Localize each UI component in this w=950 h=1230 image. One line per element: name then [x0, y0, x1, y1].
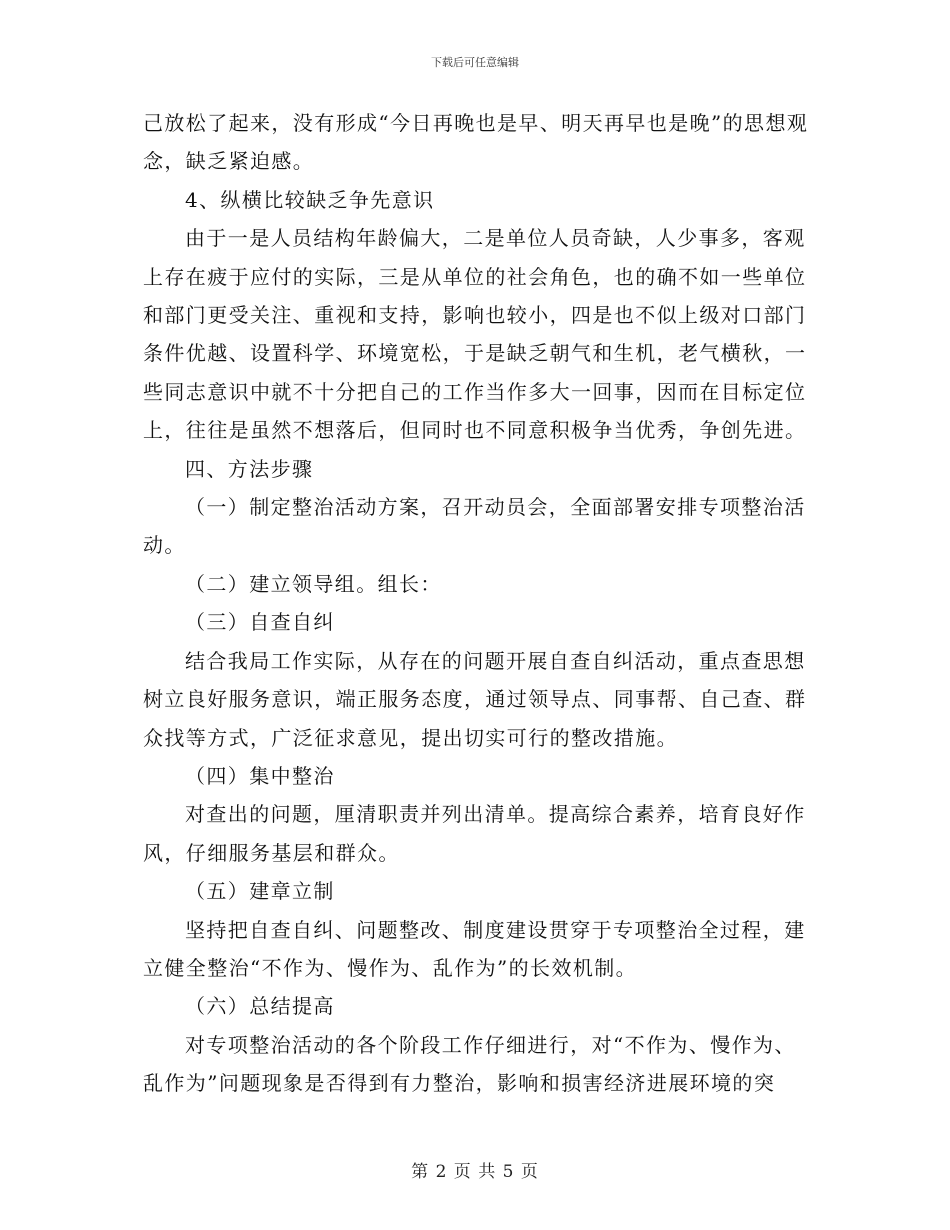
paragraph: 己放松了起来，没有形成“今日再晚也是早、明天再早也是晚”的思想观念，缺乏紧迫感。: [143, 111, 809, 174]
paragraph: 对专项整治活动的各个阶段工作仔细进行，对“不作为、慢作为、乱作为”问题现象是否得到有力整治，影响和损害经济进展环境的突: [143, 1032, 796, 1096]
subsection-heading: （三）自查自纠: [185, 610, 335, 635]
paragraph: 4、纵横比较缺乏争先意识: [185, 187, 435, 212]
paragraph: （一）制定整治活动方案，召开动员会，全面部署安排专项整治活动。: [143, 495, 806, 558]
page-header: 下载后可任意编辑: [431, 56, 519, 69]
subsection-heading: （五）建章立制: [185, 879, 335, 904]
paragraph: 结合我局工作实际，从存在的问题开展自查自纠活动，重点查思想树立良好服务意识，端正服务态度，通过领导点、同事帮、自己查、群众找等方式，广泛征求意见，提出切实可行的整改措施。: [143, 648, 807, 750]
paragraph: 由于一是人员结构年龄偏大，二是单位人员奇缺，人少事多，客观上存在疲于应付的实际，三是从单位的社会角色，也的确不如一些单位和部门更受关注、重视和支持，影响也较小，四是也不似上级对口部门条件优越、设置科学、环境宽松，于是缺乏朝气和生机，老气横秋，一些同志意识中就不十分把自己的工作当作多大一回事，因而在目标定位上，往往是虽然不想落后，但同时也不同意积极争当优秀，争创先进。: [143, 226, 807, 443]
paragraph: （二）建立领导组。组长：: [185, 571, 442, 596]
subsection-heading: （六）总结提高: [185, 994, 335, 1019]
document-body: [143, 104, 810, 1103]
paragraph: 坚持把自查自纠、问题整改、制度建设贯穿于专项整治全过程，建立健全整治“不作为、慢作为、乱作为”的长效机制。: [143, 917, 806, 980]
paragraph: 对查出的问题，厘清职责并列出清单。提高综合素养，培育良好作风，仔细服务基层和群众。: [143, 802, 806, 865]
page-footer: 第 2 页 共 5 页: [411, 1162, 539, 1182]
subsection-heading: （四）集中整治: [185, 763, 335, 788]
section-heading: 四、方法步骤: [185, 456, 314, 481]
